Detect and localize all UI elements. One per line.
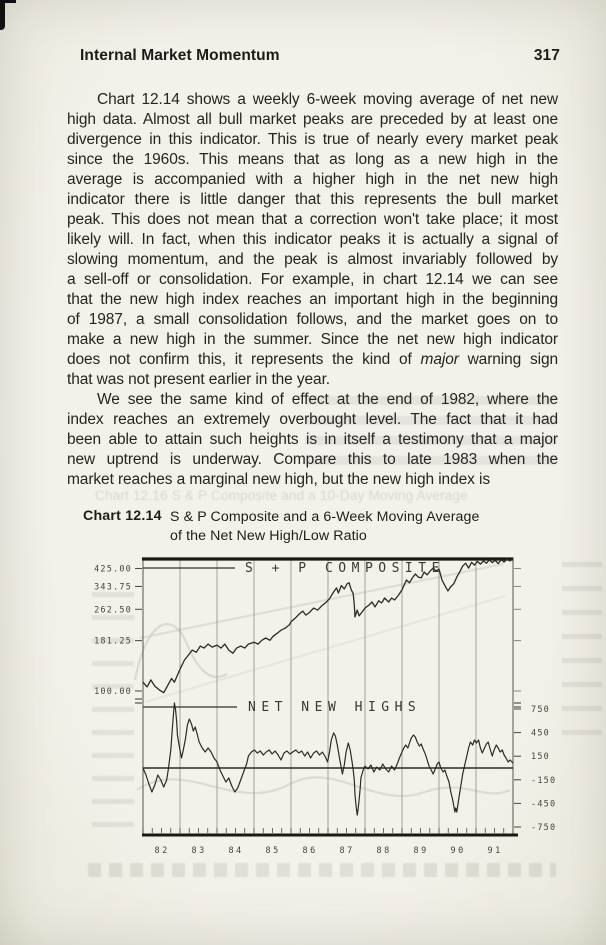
- body-text-line: make a new high in the summer. Since the net new high indicator: [67, 331, 558, 348]
- body-text-line: a sell-off or consolidation. For example, in chart 12.14 we can see: [67, 271, 558, 288]
- price-chart: [85, 552, 605, 864]
- x-axis-label: 82: [154, 846, 170, 856]
- body-text-line: does not confirm this, it represents the kind of major warning sign: [67, 351, 558, 368]
- nnh-axis-label: 150: [531, 752, 550, 763]
- nnh-axis-label: -750: [531, 823, 557, 833]
- ghost-bleedthrough-numbers: [562, 562, 602, 740]
- sp-axis-label: 181.25: [94, 636, 132, 647]
- body-text-line: been able to attain such heights is in itself a testimony that a major: [67, 431, 558, 448]
- ghost-bleedthrough-row: [88, 863, 556, 877]
- nnh-axis-label: -450: [531, 799, 557, 810]
- x-axis-label: 90: [450, 846, 466, 856]
- sp-axis-label: 425.00: [94, 564, 132, 575]
- body-text-line: We see the same kind of effect at the end of 1982, where the: [97, 391, 558, 408]
- x-axis-label: 87: [339, 846, 355, 856]
- chart-caption-text: [170, 508, 480, 545]
- body-text-line: average is accompanied with a higher high in the net new high: [67, 171, 558, 188]
- ghost-bleedthrough-numbers: [92, 592, 134, 838]
- ghost-bleedthrough-paragraph: [305, 396, 555, 468]
- page-header: [80, 47, 560, 65]
- body-text-line: indicator there is little danger that this represents the bull market: [67, 191, 558, 208]
- scan-edge-artifact: [0, 0, 16, 3]
- x-axis-label: 84: [228, 846, 244, 856]
- body-text-line: since the 1960s. This means that as long as a new high in the: [67, 151, 558, 168]
- nnh-axis-label: 450: [531, 728, 550, 739]
- body-text-line: likely will. In fact, when this indicator peaks it is actually a signal of: [67, 231, 558, 248]
- body-text-line: peak. This does not mean that a correction won't take place; it most: [67, 211, 558, 228]
- chart-caption-line1: S & P Composite and a 6-Week Moving Average: [170, 509, 480, 525]
- sp-axis-label: 100.00: [94, 687, 132, 697]
- x-axis-label: 83: [191, 846, 207, 856]
- sp-axis-label: 262.50: [94, 605, 132, 616]
- nnh-legend-label: NET NEW HIGHS: [248, 700, 422, 715]
- ghost-curve: [135, 624, 227, 680]
- running-head: Internal Market Momentum: [80, 47, 280, 64]
- body-text-line: that the new high index reaches an important high in the beginning: [67, 291, 558, 308]
- chart-caption: [83, 508, 480, 545]
- body-text-line: that was not present earlier in the year.: [67, 371, 330, 388]
- chart-caption-line2: of the Net New High/Low Ratio: [170, 527, 367, 544]
- body-text-line: Chart 12.14 shows a weekly 6-week moving average of net new: [97, 91, 558, 108]
- body-text-line: slowing momentum, and the peak is almost invariably followed by: [67, 251, 558, 268]
- sp-axis-label: 343.75: [94, 582, 132, 593]
- x-axis-label: 88: [376, 846, 392, 856]
- body-text-line: high data. Almost all bull market peaks are preceded by at least one: [67, 111, 558, 128]
- scan-edge-artifact: [0, 0, 5, 30]
- ghost-curve: [137, 777, 510, 796]
- x-axis-label: 91: [487, 846, 503, 856]
- body-text-line: divergence in this indicator. This is true of nearly every market peak: [67, 131, 558, 148]
- x-axis-label: 86: [302, 846, 318, 856]
- ghost-bleedthrough-caption: Chart 12.16 S & P Composite and a 10-Day Moving Average: [95, 488, 468, 503]
- body-text-line: market reaches a marginal new high, but the new high index is: [67, 471, 490, 488]
- page-number: 317: [533, 47, 560, 64]
- body-text-line: of 1987, a small consolidation follows, and the market goes on to: [67, 311, 558, 328]
- x-axis-label: 85: [265, 846, 281, 856]
- chart-caption-label: Chart 12.14: [83, 508, 162, 524]
- sp-legend-label: S + P COMPOSITE: [245, 561, 445, 576]
- x-axis-label: 89: [413, 846, 429, 856]
- nnh-axis-label: -150: [531, 775, 557, 786]
- body-text-line: index reaches an extremely overbought level. The fact that it had: [67, 411, 558, 428]
- nnh-axis-label: 750: [531, 705, 550, 715]
- body-text-line: new uptrend is underway. Compare this to late 1983 when the: [67, 451, 558, 468]
